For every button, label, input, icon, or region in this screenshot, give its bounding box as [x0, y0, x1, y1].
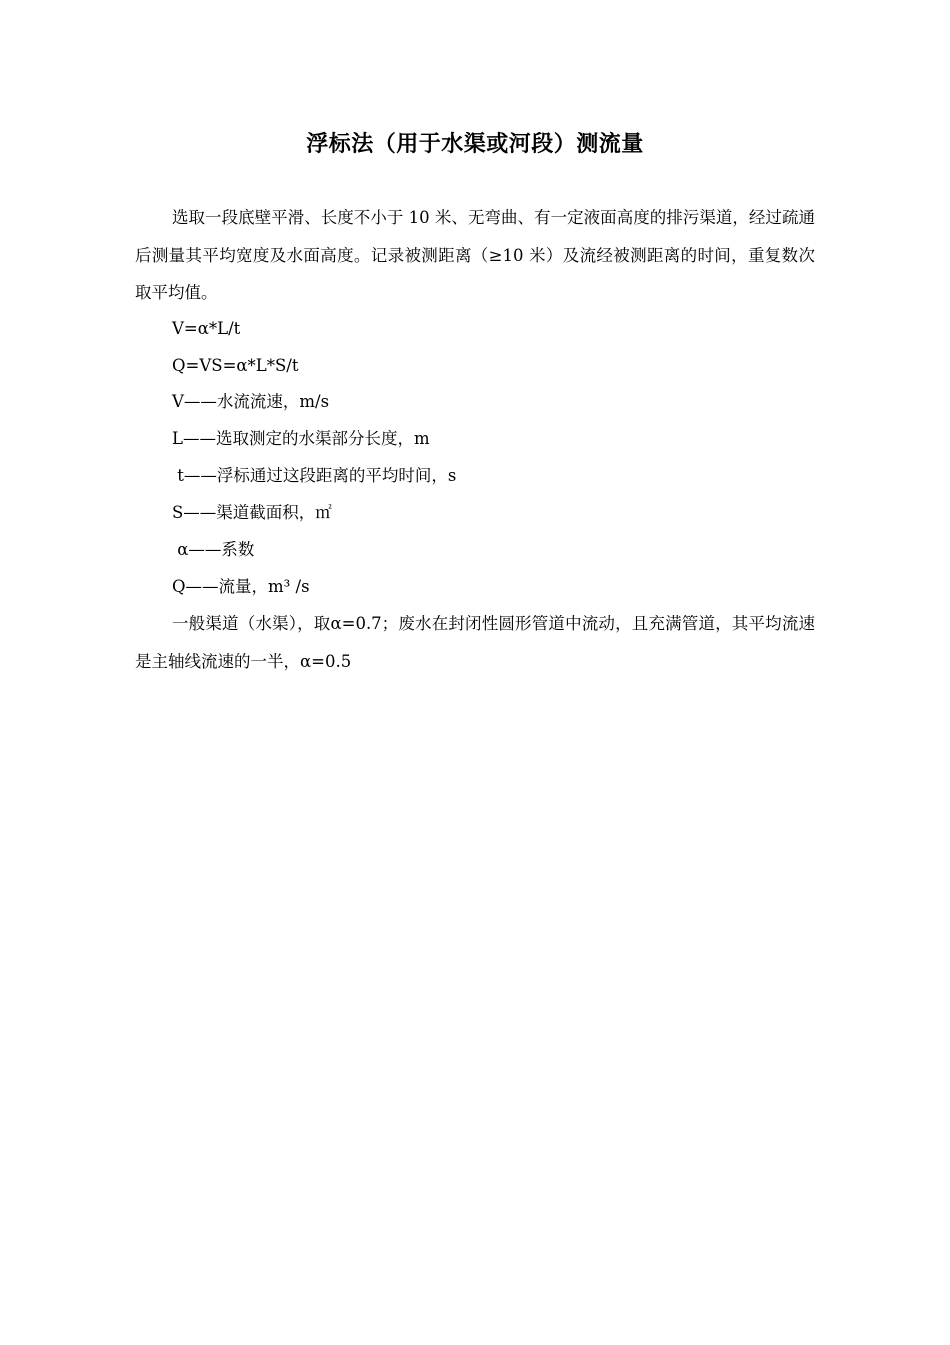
formula-velocity: V=α*L/t: [172, 319, 241, 338]
definition-v: V——水流流速，m/s: [172, 392, 330, 411]
definition-t: t——浮标通过这段距离的平均时间，s: [172, 466, 457, 485]
note-paragraph: 一般渠道（水渠），取α=0.7；废水在封闭性圆形管道中流动，且充满管道，其平均流速是主轴线流速的一半，α=0.5: [135, 614, 815, 671]
formula-flow: Q=VS=α*L*S/t: [172, 356, 299, 375]
definition-q: Q——流量，m³ /s: [172, 577, 310, 596]
document-title: 浮标法（用于水渠或河段）测流量: [306, 131, 644, 157]
definition-s: S——渠道截面积，㎡: [172, 503, 332, 522]
definition-l: L——选取测定的水渠部分长度，m: [172, 429, 430, 448]
definition-alpha: α——系数: [172, 540, 255, 559]
intro-paragraph: 选取一段底壁平滑、长度不小于 10 米、无弯曲、有一定液面高度的排污渠道，经过疏通后测量其平均宽度及水面高度。记录被测距离（≥10 米）及流经被测距离的时间，重复数次取平均值。: [135, 208, 815, 302]
